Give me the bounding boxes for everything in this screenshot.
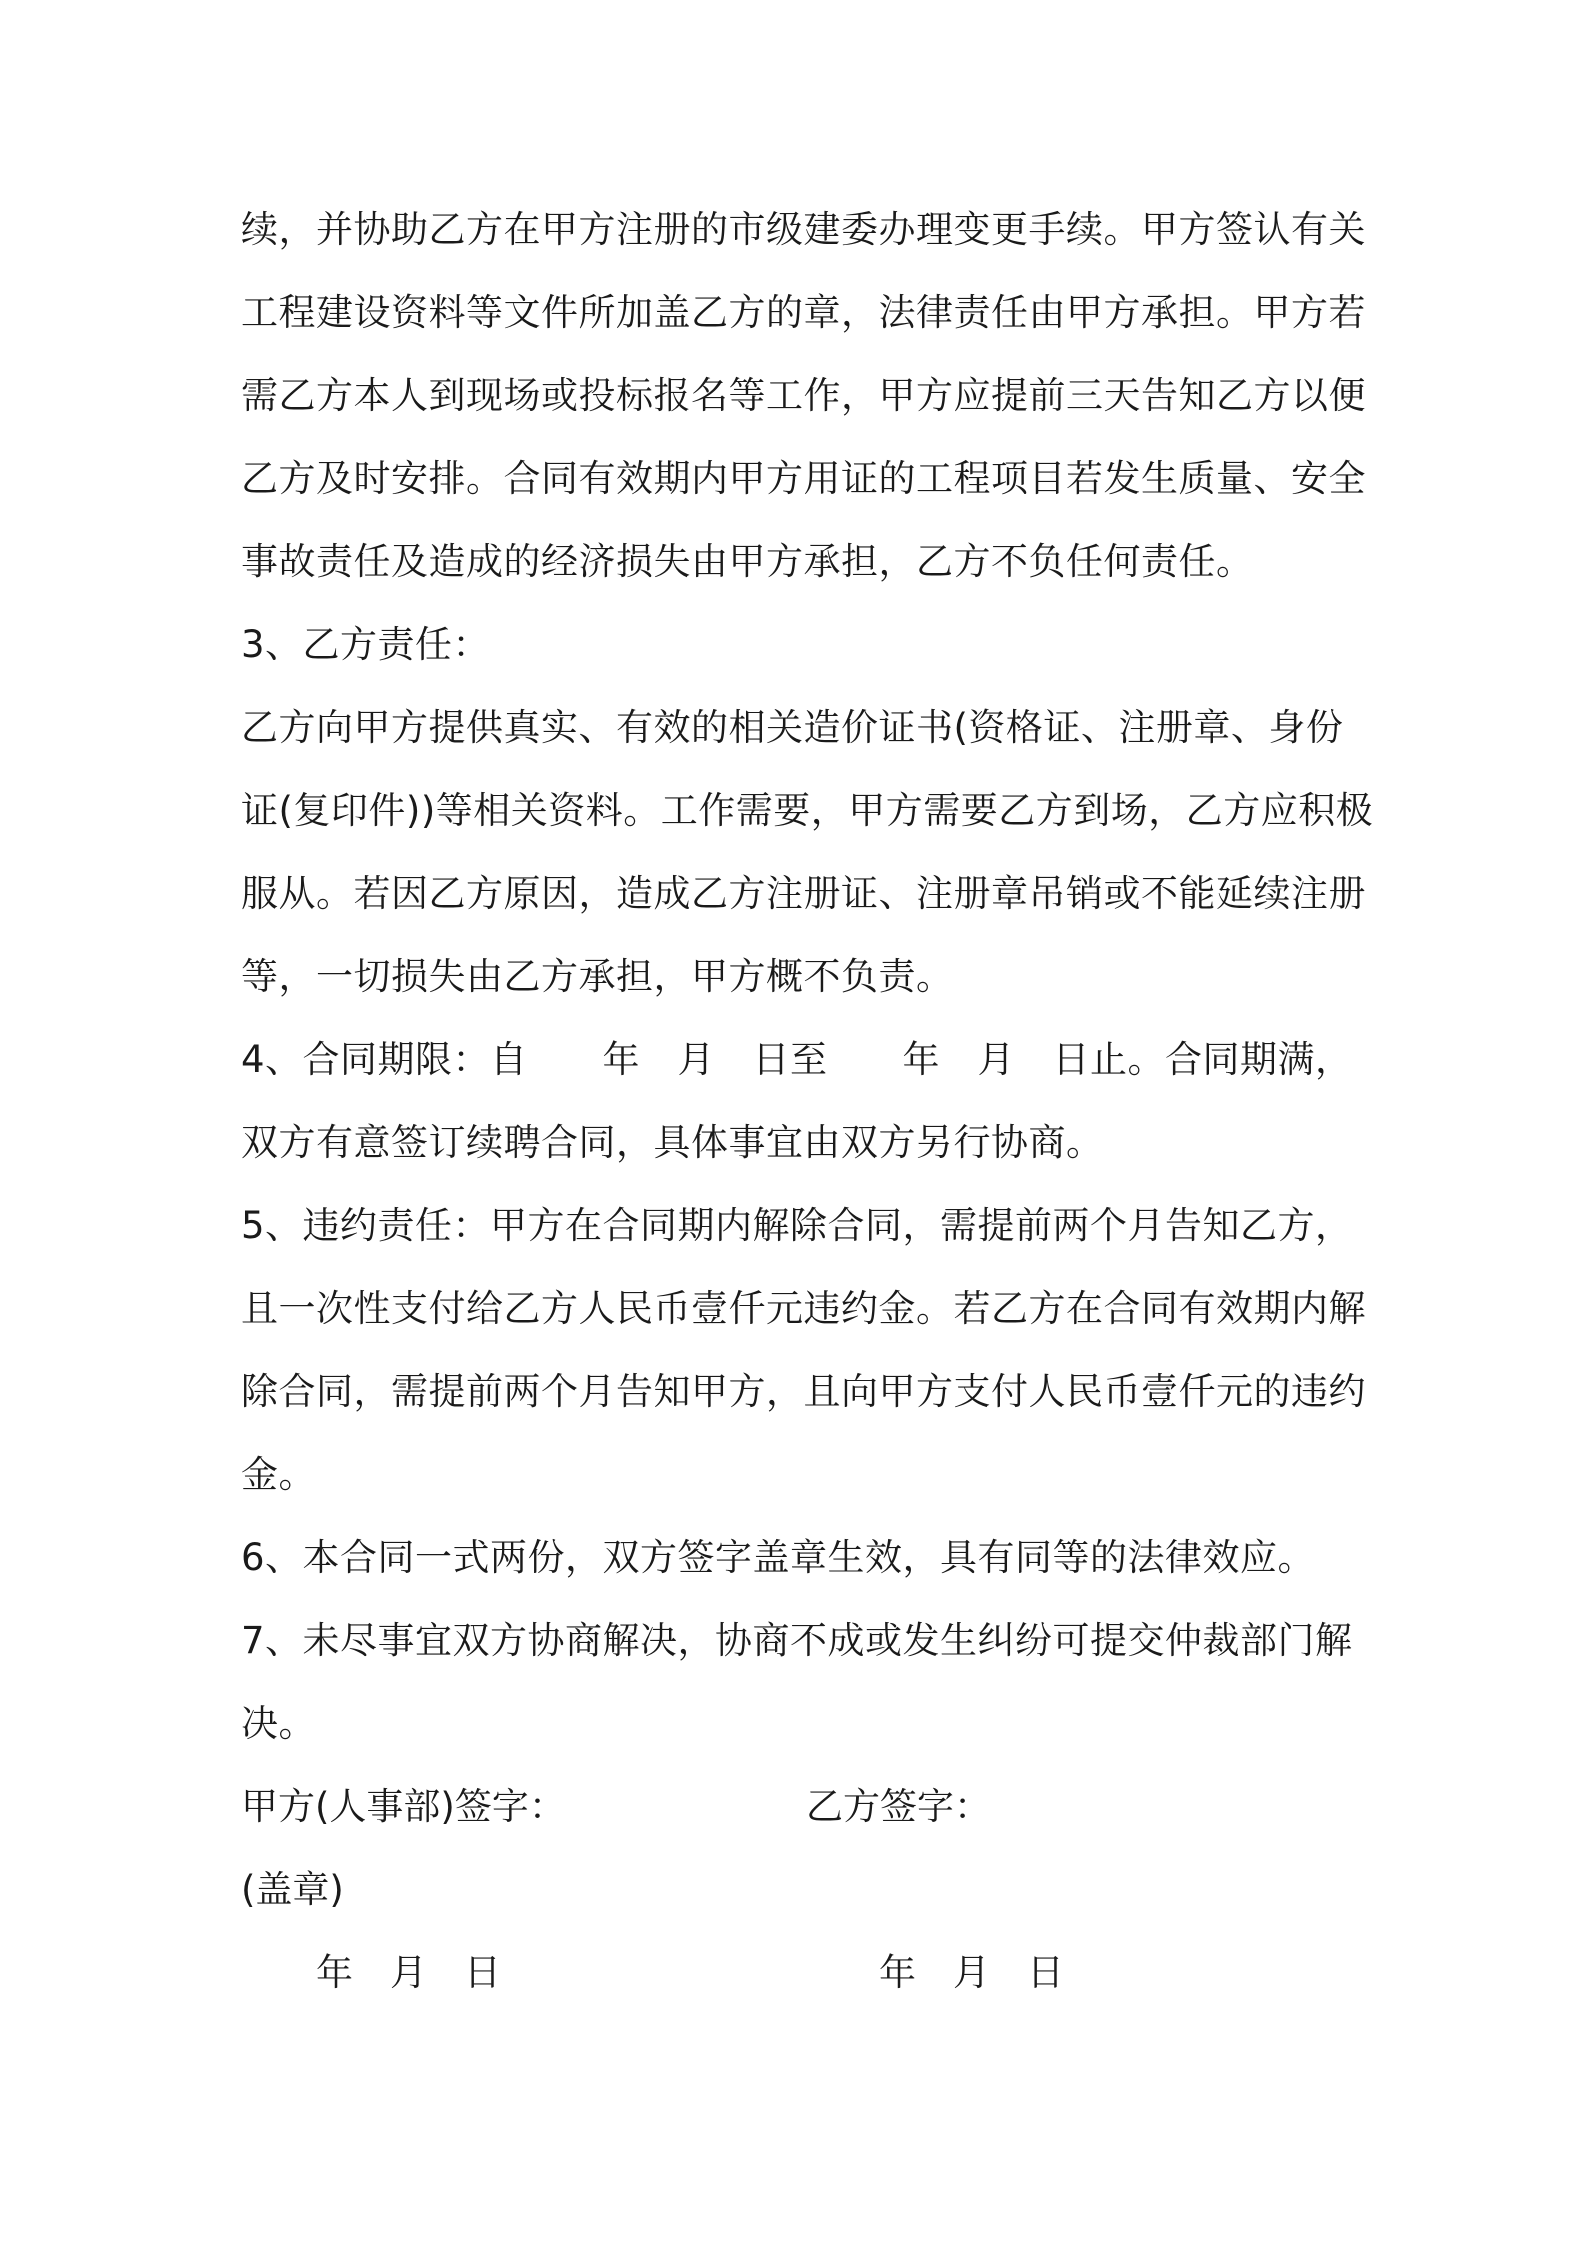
section-heading: 3、乙方责任： — [241, 623, 491, 666]
text-line: 6、本合同一式两份，双方签字盖章生效，具有同等的法律效应。 — [241, 1536, 1316, 1579]
text-line: 双方有意签订续聘合同，具体事宜由双方另行协商。 — [241, 1121, 1104, 1164]
text-line: 乙方及时安排。合同有效期内甲方用证的工程项目若发生质量、安全 — [241, 457, 1366, 500]
text-line: 金。 — [241, 1453, 316, 1496]
text-line: 乙方向甲方提供真实、有效的相关造价证书(资格证、注册章、身份 — [241, 706, 1344, 749]
text-line: 事故责任及造成的经济损失由甲方承担，乙方不负任何责任。 — [241, 540, 1254, 583]
text-line: 需乙方本人到现场或投标报名等工作，甲方应提前三天告知乙方以便 — [241, 374, 1366, 417]
text-line: 证(复印件))等相关资料。工作需要，甲方需要乙方到场，乙方应积极 — [241, 789, 1374, 832]
text-line: 且一次性支付给乙方人民币壹仟元违约金。若乙方在合同有效期内解 — [241, 1287, 1366, 1330]
text-line: 等，一切损失由乙方承担，甲方概不负责。 — [241, 955, 954, 998]
text-line: 4、合同期限：自 年 月 日至 年 月 日止。合同期满， — [241, 1038, 1353, 1081]
seal-label: (盖章) — [241, 1868, 344, 1911]
party-a-date: 年 月 日 — [316, 1951, 501, 1994]
party-a-signature-label: 甲方(人事部)签字： — [241, 1785, 566, 1828]
text-line: 续，并协助乙方在甲方注册的市级建委办理变更手续。甲方签认有关 — [241, 208, 1366, 251]
text-line: 服从。若因乙方原因，造成乙方注册证、注册章吊销或不能延续注册 — [241, 872, 1366, 915]
text-line: 7、未尽事宜双方协商解决，协商不成或发生纠纷可提交仲裁部门解 — [241, 1619, 1353, 1662]
text-line: 工程建设资料等文件所加盖乙方的章，法律责任由甲方承担。甲方若 — [241, 291, 1366, 334]
party-b-signature-label: 乙方签字： — [806, 1785, 991, 1828]
text-line: 决。 — [241, 1702, 316, 1745]
party-b-date: 年 月 日 — [879, 1951, 1064, 1994]
text-line: 5、违约责任：甲方在合同期内解除合同，需提前两个月告知乙方， — [241, 1204, 1353, 1247]
text-line: 除合同，需提前两个月告知甲方，且向甲方支付人民币壹仟元的违约 — [241, 1370, 1366, 1413]
